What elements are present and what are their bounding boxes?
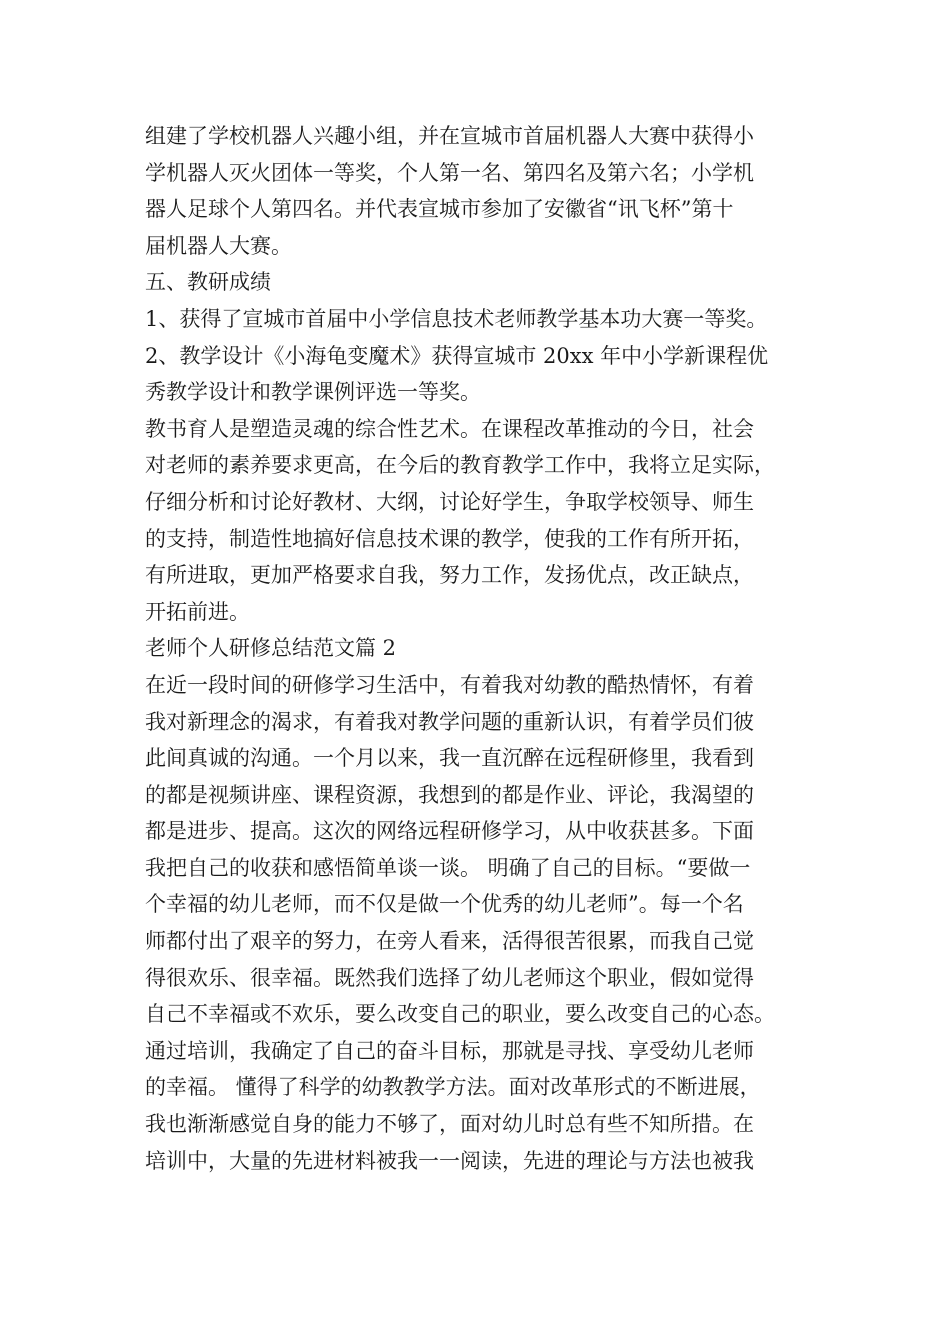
text-line: 我也渐渐感觉自身的能力不够了，面对幼儿时总有些不知所措。在 — [145, 1112, 754, 1137]
text-line: 的幸福。 懂得了科学的幼教教学方法。面对改革形式的不断进展， — [145, 1075, 761, 1100]
text-line: 届机器人大赛。 — [145, 233, 292, 258]
text-line: 得很欢乐、很幸福。既然我们选择了幼儿老师这个职业，假如觉得 — [145, 965, 754, 990]
text-line: 此间真诚的沟通。一个月以来，我一直沉醉在远程研修里，我看到 — [145, 746, 754, 771]
text-line: 2、教学设计《小海龟变魔术》获得宣城市 20xx 年中小学新课程优 — [145, 343, 769, 368]
text-line: 师都付出了艰辛的努力，在旁人看来，活得很苦很累，而我自己觉 — [145, 929, 754, 954]
text-line: 有所进取，更加严格要求自我，努力工作，发扬优点，改正缺点， — [145, 563, 754, 588]
text-line: 都是进步、提高。这次的网络远程研修学习，从中收获甚多。下面 — [145, 819, 754, 844]
text-line: 自己不幸福或不欢乐，要么改变自己的职业，要么改变自己的心态。 — [145, 1002, 775, 1027]
text-line: 教书育人是塑造灵魂的综合性艺术。在课程改革推动的今日，社会 — [145, 416, 754, 441]
text-line: 的都是视频讲座、课程资源，我想到的都是作业、评论，我渴望的 — [145, 782, 754, 807]
text-line: 通过培训，我确定了自己的奋斗目标，那就是寻找、享受幼儿老师 — [145, 1038, 754, 1063]
text-line: 秀教学设计和教学课例评选一等奖。 — [145, 380, 481, 405]
text-line: 学机器人灭火团体一等奖，个人第一名、第四名及第六名；小学机 — [145, 160, 754, 185]
text-line: 培训中，大量的先进材料被我一一阅读，先进的理论与方法也被我 — [145, 1148, 754, 1173]
text-line: 在近一段时间的研修学习生活中，有着我对幼教的酷热情怀，有着 — [145, 672, 754, 697]
text-line: 器人足球个人第四名。并代表宣城市参加了安徽省“讯飞杯”第十 — [145, 197, 734, 222]
text-line: 我把自己的收获和感悟简单谈一谈。 明确了自己的目标。“要做一 — [145, 855, 751, 880]
text-line: 组建了学校机器人兴趣小组，并在宣城市首届机器人大赛中获得小 — [145, 124, 754, 148]
article-title: 老师个人研修总结范文篇 2 — [145, 636, 397, 661]
text-line: 1、获得了宣城市首届中小学信息技术老师教学基本功大赛一等奖。 — [145, 306, 768, 331]
text-line: 开拓前进。 — [145, 599, 250, 624]
text-line: 的支持，制造性地搞好信息技术课的教学，使我的工作有所开拓， — [145, 526, 754, 551]
text-line: 对老师的素养要求更高，在今后的教育教学工作中，我将立足实际， — [145, 453, 775, 478]
section-heading: 五、教研成绩 — [145, 270, 271, 295]
text-line: 仔细分析和讨论好教材、大纲，讨论好学生，争取学校领导、师生 — [145, 489, 754, 514]
text-line: 我对新理念的渴求，有着我对教学问题的重新认识，有着学员们彼 — [145, 709, 754, 734]
document-body — [145, 118, 835, 1179]
text-line: 个幸福的幼儿老师，而不仅是做一个优秀的幼儿老师”。每一个名 — [145, 892, 744, 917]
